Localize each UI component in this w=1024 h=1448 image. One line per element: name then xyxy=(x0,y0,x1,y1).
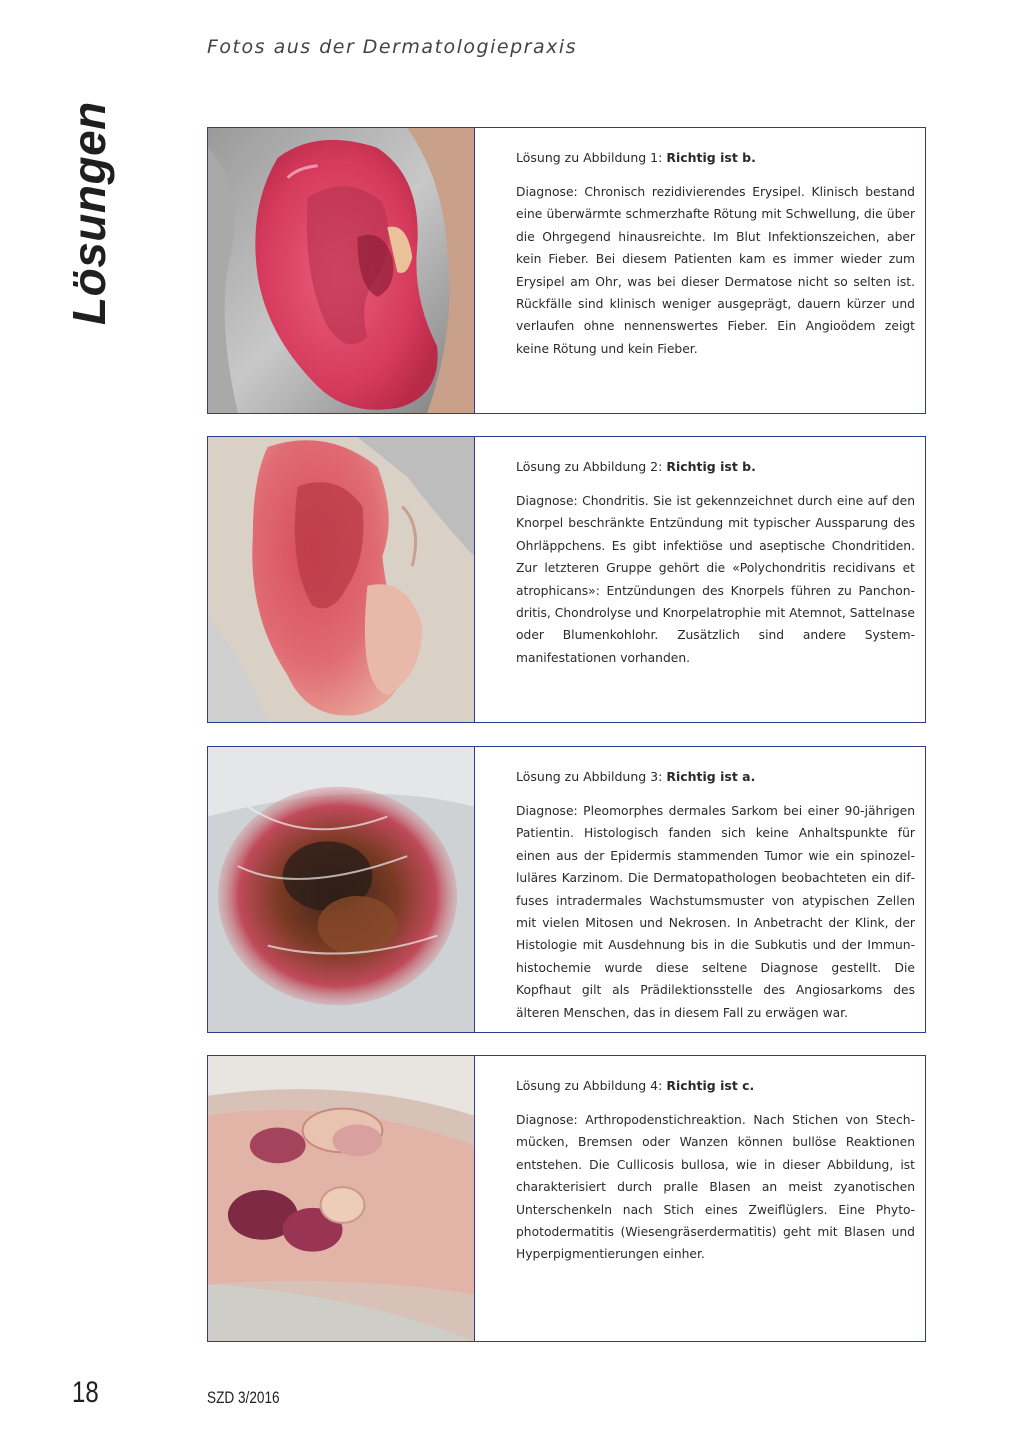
photo-scalp-sarcoma xyxy=(208,747,475,1032)
diagnosis-text-3: Diagnose: Pleomorphes dermales Sarkom bei einer 90-jährigen Patientin. Histologisch fanden sich keine Anhaltspunkte für einen aus der Epidermis stammenden Tumor wie ein spinozelluläres Karzinom. Die Dermatopathologen beobachteten ein diffuses intradermales Wachstumsmuster von atypischen Zellen mit vielen Mitosen und Nekrosen. In Anbetracht der Klink, der Histologie mit Ausdehnung bis in die Subkutis und der Immunhistochemie wurde diese seltene Diagnose gestellt. Die Kopfhaut gilt als Prädilektionsstelle des Angiosarkoms des älteren Menschen, das in diesem Fall zu erwägen war. xyxy=(516,804,915,1020)
photo-ear-chondritis xyxy=(208,437,475,722)
answer-1: Richtig ist b. xyxy=(666,150,756,165)
solution-panel-2 xyxy=(207,436,926,723)
diagnosis-text-1: Diagnose: Chronisch rezidivierendes Erysipel. Klinisch bestand eine überwärmte schmerzhafte Rötung mit Schwellung, die über die Ohrgegend hinausreichte. Im Blut Infektionszeichen, aber kein Fieber. Bei diesem Patienten kam es immer wieder zum Erysipel am Ohr, was bei dieser Dermatose nicht so selten ist. Rückfälle sind klinisch weniger ausgeprägt, dauern kürzer und verlaufen ohne nennenswertes Fieber. Ein Angioödem zeigt keine Rötung und kein Fieber. xyxy=(516,185,915,356)
section-title: Lösungen xyxy=(63,101,115,325)
answer-2: Richtig ist b. xyxy=(666,459,756,474)
solution-panel-3 xyxy=(207,746,926,1033)
solution-label-3: Lösung zu Abbildung 3: Richtig ist a. xyxy=(516,769,756,784)
diagnosis-text-4: Diagnose: Arthropodenstichreaktion. Nach Stichen von Stechmücken, Bremsen oder Wanzen können bullöse Reaktionen entstehen. Die Cullicosis bullosa, wie in dieser Abbildung, ist charakterisiert durch pralle Blasen an meist zyanotischen Unterschenkeln nach Stich eines Zweiflüglers. Eine Phytophotodermatitis (Wiesengräserdermatitis) geht mit Blasen und Hyperpigmentierungen einher. xyxy=(516,1113,915,1262)
issue-label: SZD 3/2016 xyxy=(207,1388,280,1407)
answer-3: Richtig ist a. xyxy=(666,769,756,784)
solution-panel-4 xyxy=(207,1055,926,1342)
diagnosis-text-2: Diagnose: Chondritis. Sie ist gekennzeichnet durch eine auf den Knorpel beschränkte Entzündung mit typischer Aussparung des Ohrläppchens. Es gibt infektiöse und aseptische Chondritiden. Zur letzteren Gruppe gehört die «Polychondritis recidivans et atrophicans»: Entzündungen des Knorpels führen zu Panchondritis, Chondrolyse und Knorpelatrophie mit Atemnot, Sattelnase oder Blumenkohlohr. Zusätzlich sind andere Systemmanifestationen vorhanden. xyxy=(516,494,915,665)
solution-panel-1 xyxy=(207,127,926,414)
photo-leg-bullae xyxy=(208,1056,475,1341)
page-number: 18 xyxy=(72,1376,99,1409)
solution-label-4: Lösung zu Abbildung 4: Richtig ist c. xyxy=(516,1078,755,1093)
running-title: Fotos aus der Dermatologiepraxis xyxy=(207,36,578,58)
solution-label-2: Lösung zu Abbildung 2: Richtig ist b. xyxy=(516,459,756,474)
solution-label-1: Lösung zu Abbildung 1: Richtig ist b. xyxy=(516,150,756,165)
photo-ear-erysipelas xyxy=(208,128,475,413)
answer-4: Richtig ist c. xyxy=(666,1078,755,1093)
